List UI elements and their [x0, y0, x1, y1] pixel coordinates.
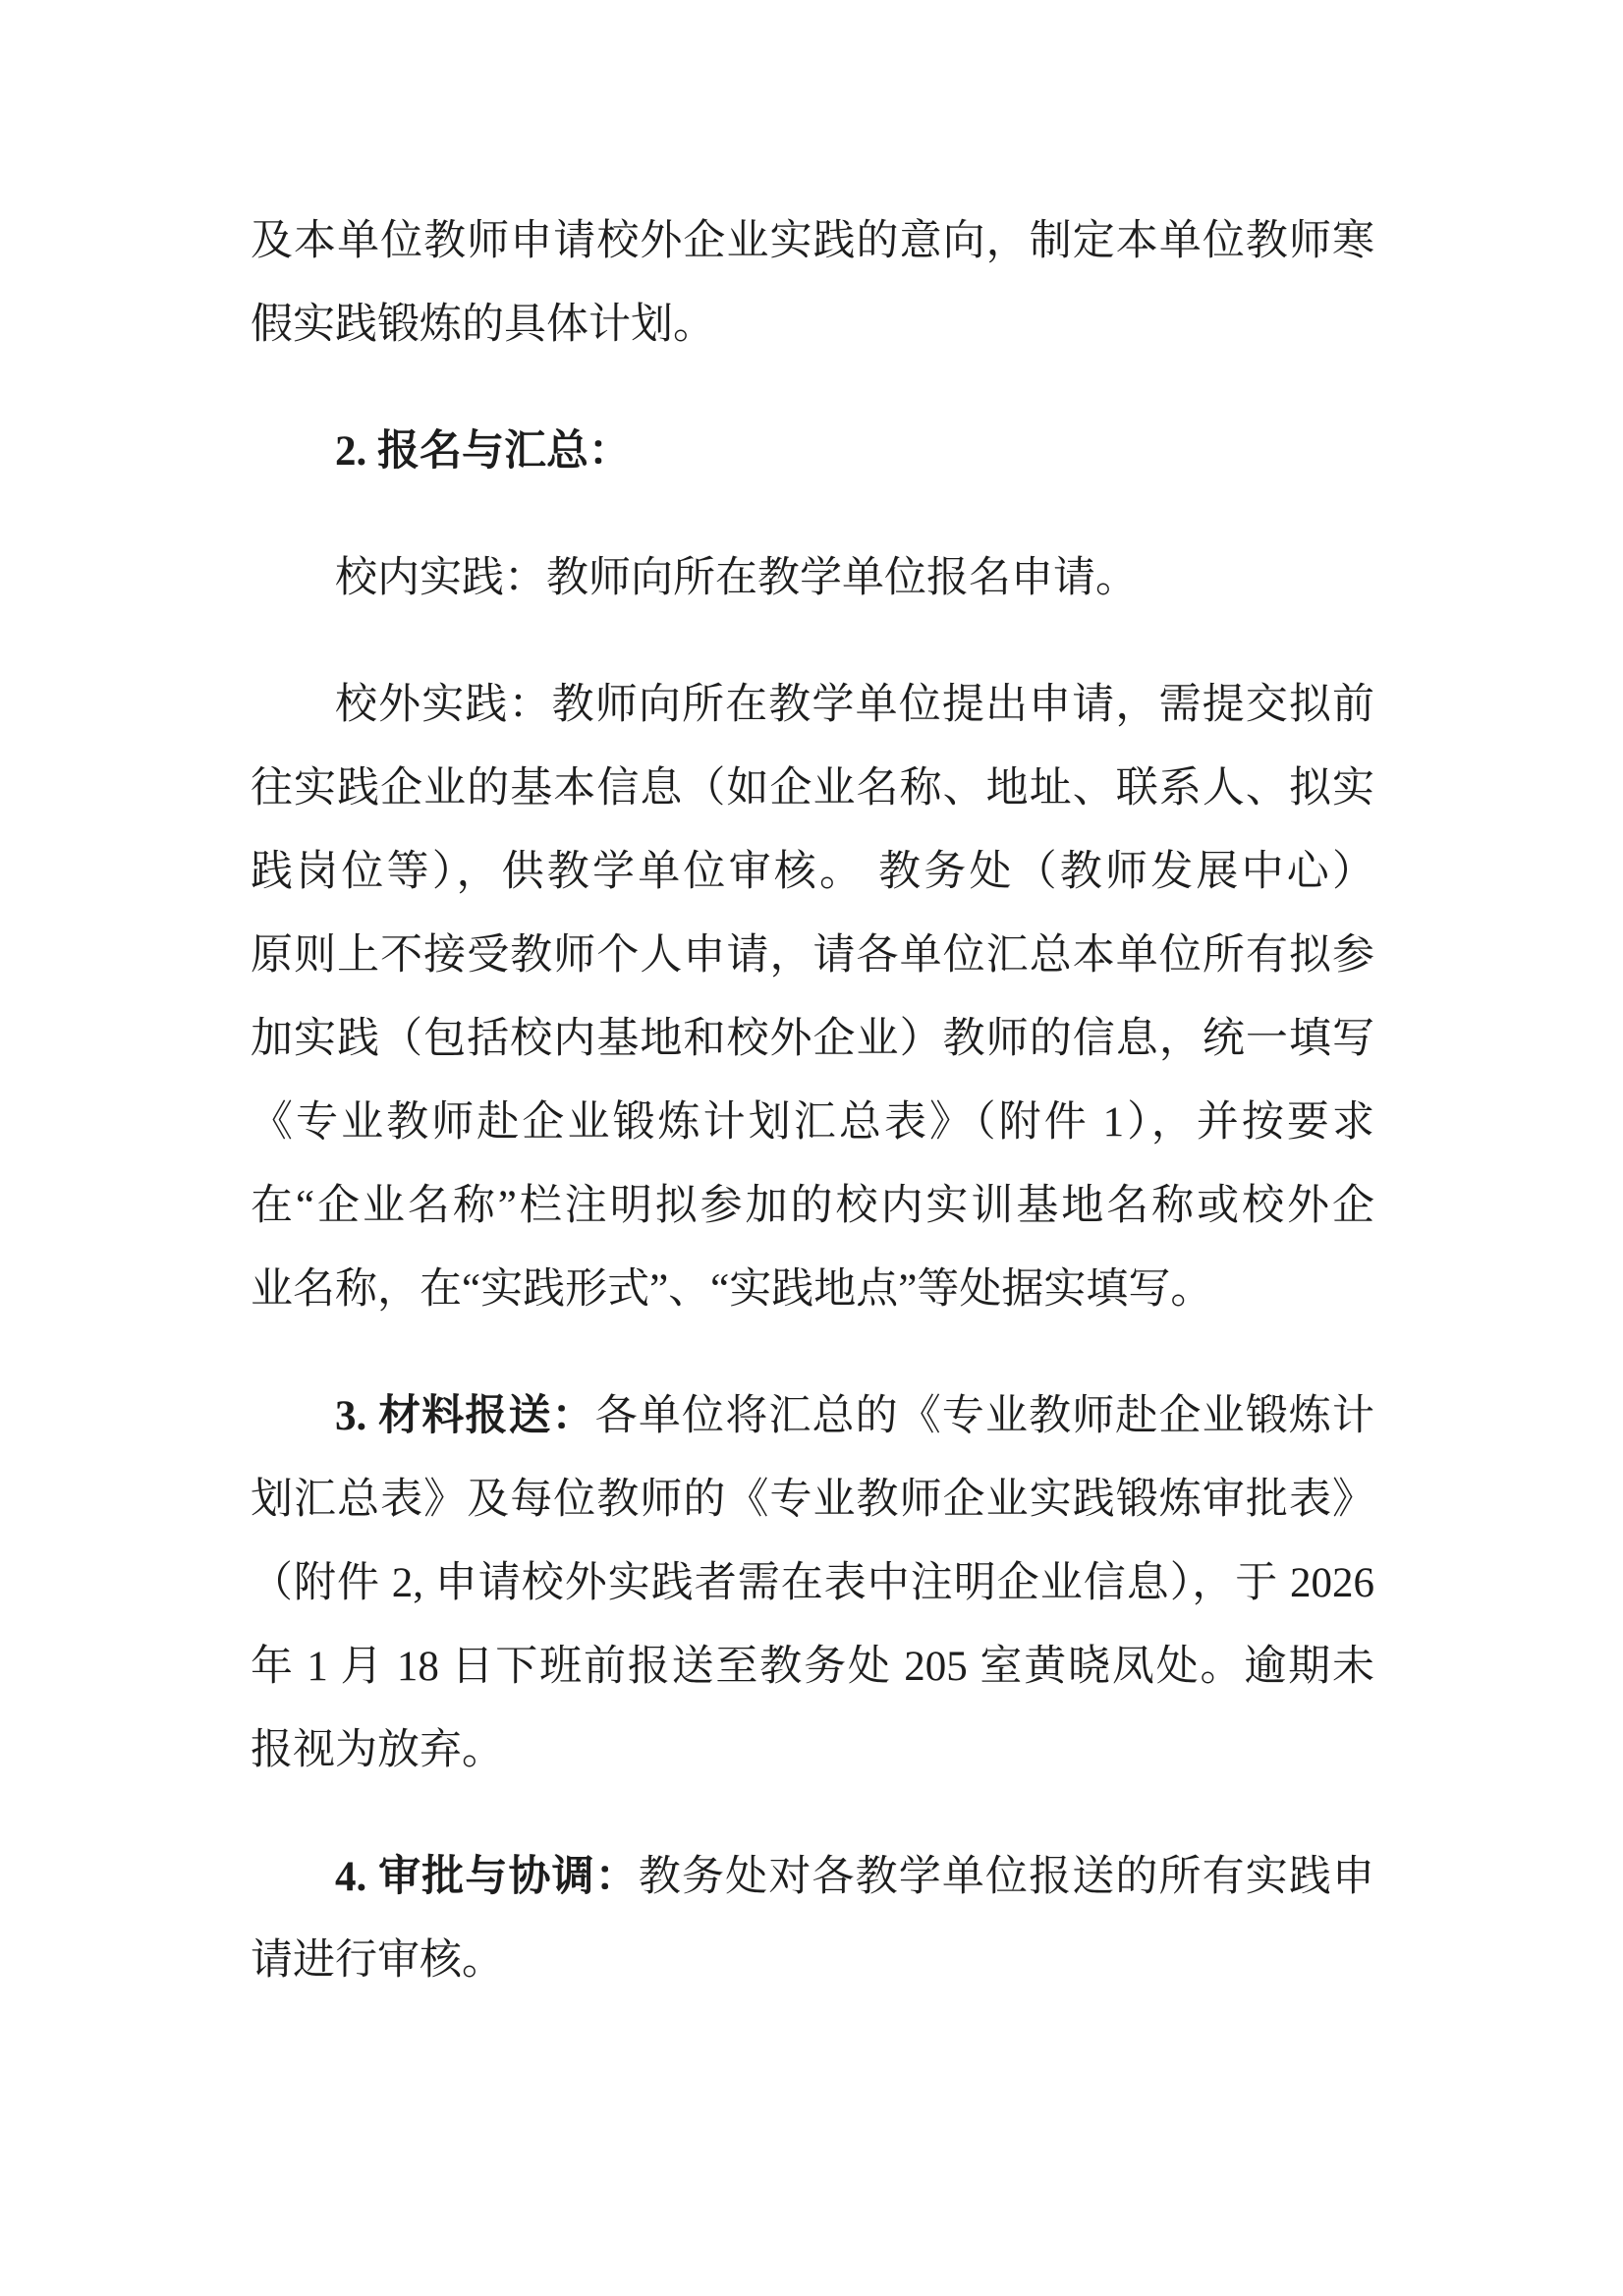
- text-line: [251, 1081, 1374, 1164]
- text-run: 加实践（包括校内基地和校外企业）教师的信息，统一填写: [251, 1016, 1374, 1062]
- text-line: [251, 199, 1374, 283]
- heading-label: 4. 审批与协调：: [335, 1854, 639, 1900]
- paragraph: [251, 199, 1374, 366]
- text-line: [251, 410, 1374, 493]
- paragraph: [251, 536, 1374, 620]
- text-run: 年 1 月 18 日下班前报送至教务处 205 室黄晓凤处。逾期未: [251, 1644, 1374, 1690]
- text-line: [251, 1919, 1374, 2002]
- text-line: [251, 914, 1374, 997]
- paragraph: [251, 1374, 1374, 1792]
- text-run: 划汇总表》及每位教师的《专业教师企业实践锻炼审批表》: [251, 1477, 1374, 1523]
- text-run: 报视为放弃。: [251, 1727, 504, 1773]
- text-block: [251, 199, 1374, 2002]
- text-line: [251, 1835, 1374, 1919]
- text-line: [251, 830, 1374, 914]
- text-line: [251, 1458, 1374, 1541]
- heading-label: 3. 材料报送：: [335, 1393, 595, 1439]
- text-line: [251, 1374, 1374, 1458]
- text-line: [251, 747, 1374, 830]
- text-line: [251, 536, 1374, 620]
- text-run: 校外实践：教师向所在教学单位提出申请，需提交拟前: [335, 682, 1374, 728]
- text-line: [251, 1541, 1374, 1625]
- text-run: 假实践锻炼的具体计划。: [251, 302, 715, 348]
- text-run: 校内实践：教师向所在教学单位报名申请。: [335, 555, 1138, 601]
- text-run: 《专业教师赴企业锻炼计划汇总表》（附件 1），并按要求: [251, 1099, 1374, 1146]
- text-run: 在“企业名称”栏注明拟参加的校内实训基地名称或校外企: [251, 1183, 1374, 1229]
- text-run: 践岗位等），供教学单位审核。 教务处（教师发展中心）: [251, 849, 1374, 895]
- paragraph: [251, 1835, 1374, 2002]
- text-run: 业名称，在“实践形式”、“实践地点”等处据实填写。: [251, 1266, 1213, 1313]
- text-line: [251, 1164, 1374, 1248]
- text-run: 各单位将汇总的《专业教师赴企业锻炼计: [594, 1393, 1375, 1439]
- text-line: [251, 663, 1374, 747]
- text-line: [251, 1625, 1374, 1708]
- text-run: （附件 2, 申请校外实践者需在表中注明企业信息），于 2026: [251, 1560, 1374, 1606]
- text-run: 往实践企业的基本信息（如企业名称、地址、联系人、拟实: [251, 765, 1374, 812]
- text-line: [251, 1248, 1374, 1331]
- text-run: 及本单位教师申请校外企业实践的意向，制定本单位教师寒: [251, 218, 1374, 264]
- paragraph: [251, 410, 1374, 493]
- paragraph: [251, 663, 1374, 1331]
- text-line: [251, 283, 1374, 366]
- text-run: 教务处对各教学单位报送的所有实践申: [638, 1854, 1375, 1900]
- heading-label: 2. 报名与汇总：: [335, 428, 631, 475]
- text-line: [251, 997, 1374, 1081]
- text-run: 原则上不接受教师个人申请，请各单位汇总本单位所有拟参: [251, 932, 1374, 979]
- text-line: [251, 1708, 1374, 1792]
- text-run: 请进行审核。: [251, 1937, 504, 1984]
